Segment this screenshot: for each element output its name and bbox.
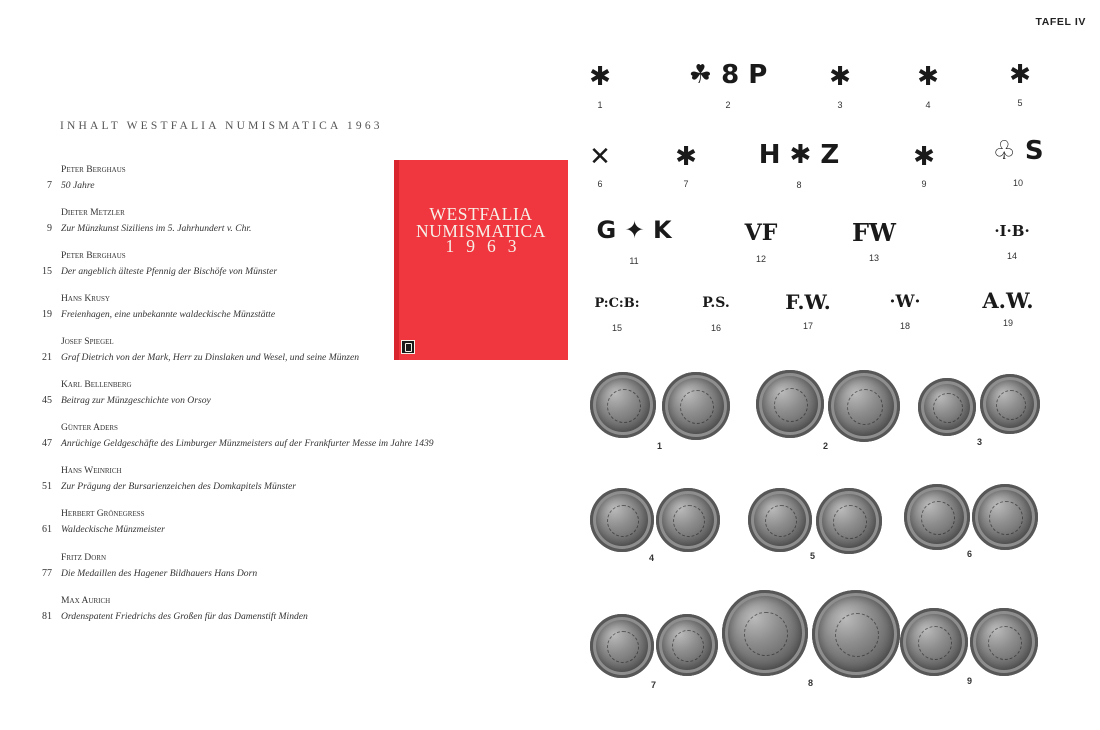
coin-obverse-image [900,608,968,676]
mint-mark-number: 4 [925,100,931,110]
mint-mark-symbol: A.W. [982,288,1034,313]
mint-mark-number: 2 [725,100,731,110]
coin-number: 4 [649,553,655,563]
toc-page-number: 21 [42,352,52,363]
coin-obverse-image [904,484,970,550]
coin-reverse-image [828,370,900,442]
mint-mark [584,216,684,266]
toc-title: Waldeckische Münzmeister [61,524,165,535]
toc-page-number: 47 [42,438,52,449]
mint-mark-symbol: ✱ [913,142,935,172]
publisher-logo-icon [401,340,415,354]
mint-mark [980,222,1044,261]
coin-obverse-image [722,590,808,676]
toc-heading: INHALT WESTFALIA NUMISMATICA 1963 [60,120,383,132]
mint-mark-symbol: ✱ [589,62,611,92]
mint-mark-symbol: ·I·B· [994,222,1030,240]
coin-number: 9 [967,676,973,686]
mint-mark-number: 7 [683,179,689,189]
mint-mark-number: 15 [611,323,622,333]
cover-year: 1963 [445,236,529,256]
mint-mark-symbol: P.S. [702,295,730,311]
coin-reverse-image [656,488,720,552]
coin-number: 6 [967,549,973,559]
toc-page-number: 15 [42,266,52,277]
toc-title: Graf Dietrich von der Mark, Herr zu Dinslaken und Wesel, und seine Münzen [61,352,360,363]
toc-title: Zur Münzkunst Siziliens im 5. Jahrhundert v. Chr. [61,223,252,234]
coin-reverse-image [656,614,718,676]
mint-mark-number: 17 [802,321,813,331]
mint-mark-symbol: ✱ [917,62,939,92]
mint-mark [906,62,950,110]
coin-obverse-image [590,488,654,552]
toc-title: Beitrag zur Münzgeschichte von Orsoy [61,395,211,406]
mint-mark [846,218,902,263]
coin-reverse-image [980,374,1040,434]
cover-title-line: WESTFALIA [429,204,533,224]
toc-author: Herbert Grönegress [61,508,145,519]
cover-title-line: NUMISMATICA [415,221,547,241]
mint-mark-symbol: G ✦ K [596,216,672,244]
plate-label: TAFEL IV [1035,16,1086,28]
mint-mark [998,60,1042,108]
toc-author: Josef Spiegel [61,336,114,347]
toc-author: Peter Berghaus [61,250,126,261]
mint-mark-symbol: ♧ S [992,136,1044,166]
toc-title: Freienhagen, eine unbekannte waldeckische Münzstätte [61,309,276,320]
mint-mark-number: 3 [837,100,843,110]
toc-author: Karl Bellenberg [61,379,132,390]
mint-mark-number: 19 [1002,318,1013,328]
mint-mark-symbol: P:C:B: [594,296,640,311]
mint-mark [666,142,706,189]
toc-title: Anrüchige Geldgeschäfte des Limburger Münzmeisters auf der Frankfurter Messe im Jahre 1439 [61,438,434,449]
coin-number: 1 [657,441,663,451]
mint-mark-number: 13 [868,253,879,263]
mint-mark-symbol: F.W. [785,290,831,314]
toc-page-number: 9 [47,223,52,234]
book-cover-image [394,160,568,360]
coin-number: 5 [810,551,816,561]
mint-mark-symbol: ✱ [829,62,851,92]
toc-author: Peter Berghaus [61,164,126,175]
mint-mark [580,62,620,110]
mint-mark-symbol: ☘ 8 P [688,60,768,90]
mint-mark-number: 12 [755,254,766,264]
mint-mark-symbol: VF [744,220,778,246]
mint-mark [658,60,798,110]
toc-page-number: 19 [42,309,52,320]
coin-number: 8 [808,678,814,688]
mint-mark [740,220,782,264]
coin-number: 3 [977,437,983,447]
toc-author: Dieter Metzler [61,207,125,218]
mint-mark [818,62,862,110]
toc-author: Günter Aders [61,422,118,433]
toc-title: 50 Jahre [61,180,95,191]
mint-mark-symbol: H ✱ Z [758,140,840,170]
mint-mark-number: 8 [796,180,802,190]
coin-obverse-image [590,372,656,438]
mint-mark-symbol: FW [852,218,896,247]
coin-number: 7 [651,680,657,690]
toc-author: Fritz Dorn [61,552,106,563]
mint-mark [990,136,1046,188]
mint-mark [744,140,854,190]
mint-mark-symbol: ✱ [675,142,697,172]
coin-obverse-image [590,614,654,678]
toc-title: Zur Prägung der Bursarienzeichen des Domkapitels Münster [61,481,297,492]
mint-mark [696,295,736,333]
mint-mark-number: 11 [629,256,639,266]
mint-mark-number: 10 [1012,178,1023,188]
mint-mark [902,142,946,189]
mint-mark-number: 6 [597,179,603,189]
mint-mark-number: 16 [710,323,721,333]
mint-mark-symbol: ·W· [889,292,921,312]
coin-reverse-image [812,590,900,678]
toc-title: Der angeblich älteste Pfennig der Bischöfe von Münster [61,266,278,277]
mint-mark-number: 14 [1006,251,1017,261]
coin-number: 2 [823,441,829,451]
toc-author: Hans Krusy [61,293,110,304]
toc-page-number: 77 [42,568,52,579]
mint-mark [882,292,928,331]
toc-page-number: 51 [42,481,52,492]
coin-reverse-image [662,372,730,440]
mint-mark [584,296,650,333]
mint-mark [778,290,838,331]
coin-reverse-image [972,484,1038,550]
toc-author: Max Aurich [61,595,111,606]
mint-mark-number: 9 [921,179,927,189]
toc-title: Die Medaillen des Hagener Bildhauers Hans Dorn [61,568,258,579]
toc-page-number: 45 [42,395,52,406]
toc-page-number: 7 [47,180,52,191]
mint-mark-symbol: ✱ [1009,60,1031,90]
mint-mark [978,288,1038,328]
right-page [560,0,1100,730]
coin-obverse-image [756,370,824,438]
mint-mark-number: 1 [597,100,603,110]
mint-mark-number: 18 [899,321,910,331]
coin-obverse-image [748,488,812,552]
coin-reverse-image [816,488,882,554]
toc-title: Ordenspatent Friedrichs des Großen für das Damenstift Minden [61,611,308,622]
mint-mark-number: 5 [1017,98,1023,108]
coin-reverse-image [970,608,1038,676]
toc-author: Hans Weinrich [61,465,122,476]
mint-mark-symbol: ✕ [589,142,611,172]
mint-mark [580,142,620,189]
coin-obverse-image [918,378,976,436]
toc-page-number: 61 [42,524,52,535]
toc-page-number: 81 [42,611,52,622]
